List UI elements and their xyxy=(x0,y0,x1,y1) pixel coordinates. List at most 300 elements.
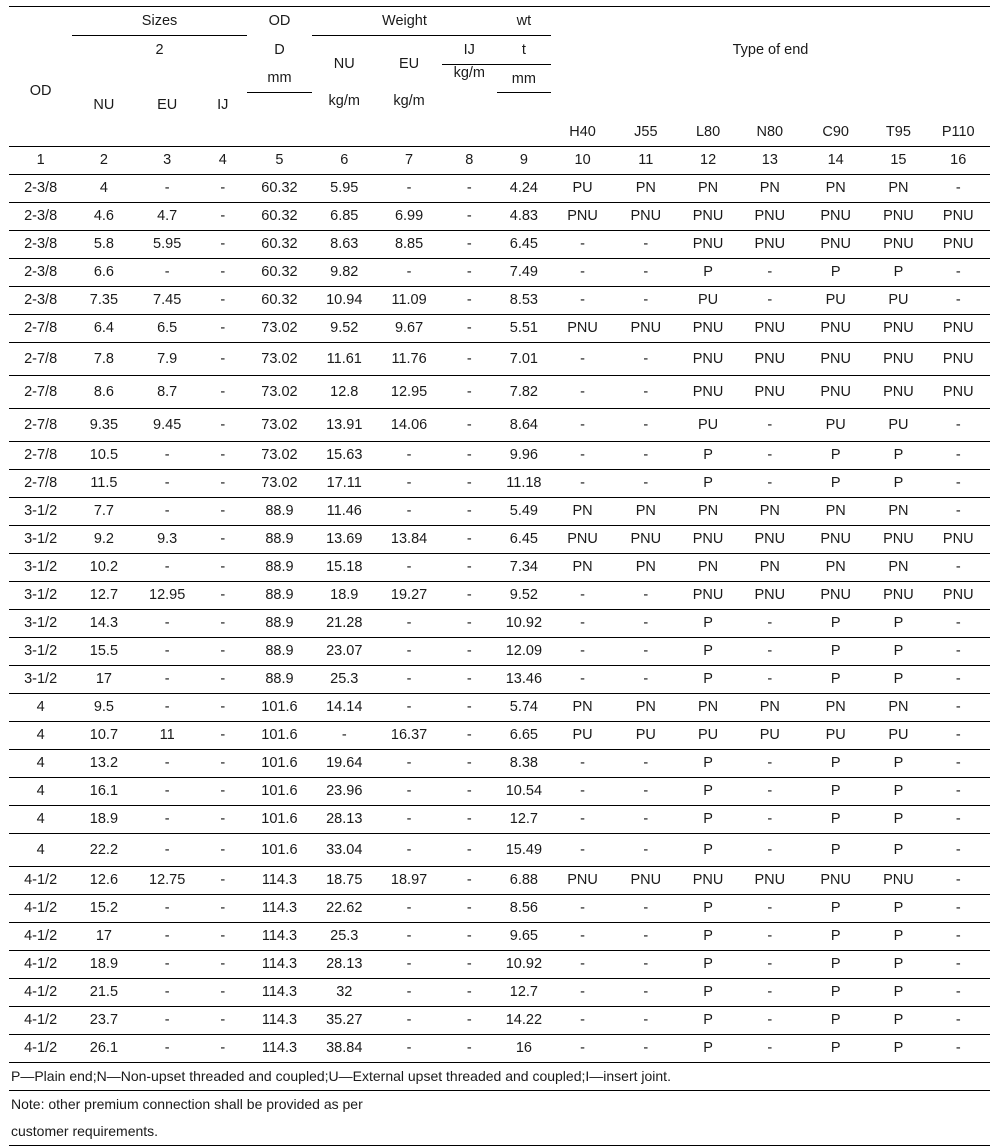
table-row xyxy=(9,894,990,922)
table-cell: - xyxy=(199,408,247,441)
table-cell: - xyxy=(739,805,801,833)
table-cell: - xyxy=(926,665,990,693)
table-cell: 114.3 xyxy=(247,894,312,922)
table-cell: 18.9 xyxy=(72,950,135,978)
table-cell: P xyxy=(870,665,926,693)
table-cell: 16.37 xyxy=(376,721,441,749)
grade-l80: L80 xyxy=(677,119,738,147)
table-row xyxy=(9,174,990,202)
table-cell: 23.7 xyxy=(72,1006,135,1034)
table-cell: 2-7/8 xyxy=(9,408,72,441)
table-cell: 18.75 xyxy=(312,866,376,894)
table-cell: - xyxy=(136,978,199,1006)
col-number: 4 xyxy=(199,146,247,174)
table-cell: - xyxy=(926,978,990,1006)
table-cell: P xyxy=(870,1034,926,1062)
table-cell: - xyxy=(551,342,614,375)
table-cell: 6.45 xyxy=(497,230,551,258)
table-cell: P xyxy=(801,922,870,950)
grade-j55: J55 xyxy=(614,119,677,147)
table-cell: P xyxy=(801,441,870,469)
table-cell: - xyxy=(739,637,801,665)
table-cell: PNU xyxy=(551,866,614,894)
table-cell: P xyxy=(677,469,738,497)
table-cell: P xyxy=(870,777,926,805)
table-cell: 88.9 xyxy=(247,665,312,693)
table-cell: 6.85 xyxy=(312,202,376,230)
table-cell: PU xyxy=(870,721,926,749)
header-eu-unit: kg/m xyxy=(376,93,441,147)
table-cell: 4 xyxy=(9,777,72,805)
table-cell: 10.94 xyxy=(312,286,376,314)
table-cell: - xyxy=(926,258,990,286)
table-cell: - xyxy=(442,1006,497,1034)
col-number: 15 xyxy=(870,146,926,174)
table-cell: - xyxy=(136,950,199,978)
table-cell: 10.92 xyxy=(497,950,551,978)
table-body xyxy=(9,146,990,1062)
table-cell: - xyxy=(551,408,614,441)
table-cell: PNU xyxy=(801,202,870,230)
header-sizes-2: 2 xyxy=(155,42,164,59)
table-cell: PNU xyxy=(801,314,870,342)
table-cell: P xyxy=(677,609,738,637)
table-cell: 6.65 xyxy=(497,721,551,749)
table-cell: - xyxy=(926,408,990,441)
table-cell: 21.28 xyxy=(312,609,376,637)
grade-c90: C90 xyxy=(801,119,870,147)
table-cell: - xyxy=(199,1034,247,1062)
col-number: 3 xyxy=(136,146,199,174)
table-cell: 114.3 xyxy=(247,978,312,1006)
table-cell: PNU xyxy=(677,314,738,342)
table-cell: - xyxy=(199,665,247,693)
table-cell: 2-3/8 xyxy=(9,174,72,202)
table-cell: - xyxy=(199,314,247,342)
table-cell: - xyxy=(376,922,441,950)
table-cell: 15.2 xyxy=(72,894,135,922)
table-cell: - xyxy=(376,693,441,721)
table-cell: PNU xyxy=(801,866,870,894)
table-cell: PNU xyxy=(677,866,738,894)
table-cell: 5.8 xyxy=(72,230,135,258)
table-cell: P xyxy=(870,922,926,950)
table-cell: 2-7/8 xyxy=(9,342,72,375)
table-cell: 4 xyxy=(9,721,72,749)
table-cell: - xyxy=(199,258,247,286)
table-cell: - xyxy=(926,950,990,978)
table-cell: - xyxy=(614,342,677,375)
table-cell: 8.64 xyxy=(497,408,551,441)
table-cell: - xyxy=(442,441,497,469)
table-cell: 7.82 xyxy=(497,375,551,408)
table-cell: PNU xyxy=(870,342,926,375)
table-cell: P xyxy=(801,777,870,805)
table-cell: PN xyxy=(551,553,614,581)
table-cell: 4-1/2 xyxy=(9,978,72,1006)
table-cell: 7.35 xyxy=(72,286,135,314)
table-cell: 38.84 xyxy=(312,1034,376,1062)
table-cell: PN xyxy=(677,174,738,202)
table-cell: - xyxy=(376,497,441,525)
table-cell: - xyxy=(199,441,247,469)
table-row xyxy=(9,441,990,469)
table-cell: - xyxy=(199,749,247,777)
table-cell: 60.32 xyxy=(247,258,312,286)
table-cell: PN xyxy=(870,553,926,581)
table-cell: P xyxy=(801,609,870,637)
table-cell: PN xyxy=(677,497,738,525)
table-cell: P xyxy=(870,749,926,777)
table-cell: - xyxy=(199,286,247,314)
table-cell: 3-1/2 xyxy=(9,581,72,609)
table-row xyxy=(9,922,990,950)
table-cell: 22.2 xyxy=(72,833,135,866)
col-number: 1 xyxy=(9,146,72,174)
table-row xyxy=(9,950,990,978)
table-cell: 73.02 xyxy=(247,408,312,441)
table-cell: - xyxy=(442,833,497,866)
table-cell: - xyxy=(376,553,441,581)
table-cell: 73.02 xyxy=(247,441,312,469)
grade-n80: N80 xyxy=(739,119,801,147)
table-cell: - xyxy=(926,777,990,805)
table-cell: - xyxy=(442,609,497,637)
table-cell: PNU xyxy=(801,230,870,258)
table-cell: - xyxy=(614,469,677,497)
header-od: OD xyxy=(9,36,72,147)
table-cell: 8.6 xyxy=(72,375,135,408)
table-cell: - xyxy=(442,749,497,777)
table-cell: 6.4 xyxy=(72,314,135,342)
table-cell: - xyxy=(739,894,801,922)
table-row xyxy=(9,408,990,441)
table-cell: - xyxy=(614,950,677,978)
table-cell: - xyxy=(199,342,247,375)
table-cell: - xyxy=(614,441,677,469)
table-cell: - xyxy=(136,441,199,469)
table-cell: 6.88 xyxy=(497,866,551,894)
table-cell: - xyxy=(376,609,441,637)
table-cell: 22.62 xyxy=(312,894,376,922)
table-cell: - xyxy=(926,609,990,637)
table-cell: PNU xyxy=(870,375,926,408)
table-cell: PNU xyxy=(551,202,614,230)
table-cell: P xyxy=(677,922,738,950)
table-cell: 6.99 xyxy=(376,202,441,230)
table-cell: 6.45 xyxy=(497,525,551,553)
table-cell: 3-1/2 xyxy=(9,497,72,525)
table-cell: 5.51 xyxy=(497,314,551,342)
table-cell: 4 xyxy=(9,833,72,866)
note-line-1: Note: other premium connection shall be provided as per xyxy=(11,1096,363,1112)
table-cell: PN xyxy=(614,553,677,581)
table-cell: 8.56 xyxy=(497,894,551,922)
table-cell: - xyxy=(926,866,990,894)
table-cell: - xyxy=(376,950,441,978)
table-cell: - xyxy=(551,441,614,469)
table-cell: P xyxy=(801,749,870,777)
table-cell: 7.01 xyxy=(497,342,551,375)
table-cell: PN xyxy=(614,693,677,721)
table-cell: - xyxy=(136,665,199,693)
table-row xyxy=(9,866,990,894)
table-row xyxy=(9,525,990,553)
table-cell: PN xyxy=(870,497,926,525)
table-cell: PNU xyxy=(739,866,801,894)
col-number: 12 xyxy=(677,146,738,174)
table-cell: PN xyxy=(870,174,926,202)
table-cell: 3-1/2 xyxy=(9,637,72,665)
table-cell: - xyxy=(442,777,497,805)
table-cell: - xyxy=(926,553,990,581)
table-cell: P xyxy=(870,609,926,637)
table-cell: 4 xyxy=(9,805,72,833)
table-cell: 101.6 xyxy=(247,749,312,777)
table-cell: 3-1/2 xyxy=(9,525,72,553)
table-row xyxy=(9,553,990,581)
table-cell: - xyxy=(199,469,247,497)
table-cell: 18.9 xyxy=(312,581,376,609)
table-cell: P xyxy=(870,805,926,833)
table-cell: - xyxy=(739,1006,801,1034)
col-number: 2 xyxy=(72,146,135,174)
legend-text: P—Plain end;N—Non-upset threaded and coupled;U—External upset threaded and coupled;I—insert joint. xyxy=(9,1062,990,1090)
table-row xyxy=(9,497,990,525)
table-cell: - xyxy=(136,693,199,721)
table-cell: 7.9 xyxy=(136,342,199,375)
table-cell: P xyxy=(677,637,738,665)
table-cell: 88.9 xyxy=(247,637,312,665)
table-cell: - xyxy=(199,230,247,258)
table-cell: 9.52 xyxy=(312,314,376,342)
table-cell: 11.18 xyxy=(497,469,551,497)
table-cell: - xyxy=(442,1034,497,1062)
table-cell: 14.14 xyxy=(312,693,376,721)
table-cell: - xyxy=(199,609,247,637)
table-cell: - xyxy=(442,978,497,1006)
table-cell: - xyxy=(136,469,199,497)
table-cell: 13.84 xyxy=(376,525,441,553)
table-cell: PN xyxy=(801,693,870,721)
table-cell: 25.3 xyxy=(312,922,376,950)
table-cell: P xyxy=(677,1006,738,1034)
table-cell: - xyxy=(551,375,614,408)
table-cell: - xyxy=(199,174,247,202)
table-cell: 9.35 xyxy=(72,408,135,441)
table-cell: - xyxy=(739,978,801,1006)
table-cell: P xyxy=(870,637,926,665)
table-cell: PNU xyxy=(870,581,926,609)
table-cell: - xyxy=(442,637,497,665)
table-cell: P xyxy=(801,258,870,286)
table-cell: P xyxy=(801,1006,870,1034)
table-cell: PN xyxy=(801,553,870,581)
table-cell: 28.13 xyxy=(312,950,376,978)
table-cell: 6.6 xyxy=(72,258,135,286)
table-cell: - xyxy=(442,408,497,441)
table-cell: - xyxy=(442,894,497,922)
table-cell: 14.06 xyxy=(376,408,441,441)
table-cell: - xyxy=(376,441,441,469)
table-cell: 17 xyxy=(72,665,135,693)
table-cell: 11.76 xyxy=(376,342,441,375)
table-cell: - xyxy=(442,581,497,609)
table-cell: 8.7 xyxy=(136,375,199,408)
table-cell: 12.95 xyxy=(376,375,441,408)
table-row xyxy=(9,202,990,230)
table-row xyxy=(9,375,990,408)
table-cell: 5.49 xyxy=(497,497,551,525)
table-cell: 15.63 xyxy=(312,441,376,469)
table-cell: - xyxy=(136,833,199,866)
table-cell: 10.5 xyxy=(72,441,135,469)
tubing-spec-table xyxy=(9,6,990,1146)
table-row xyxy=(9,665,990,693)
table-cell: - xyxy=(551,665,614,693)
table-cell: 114.3 xyxy=(247,950,312,978)
table-cell: 88.9 xyxy=(247,581,312,609)
table-row xyxy=(9,637,990,665)
table-cell: 101.6 xyxy=(247,805,312,833)
table-cell: 114.3 xyxy=(247,1006,312,1034)
table-cell: - xyxy=(614,286,677,314)
table-cell: 35.27 xyxy=(312,1006,376,1034)
table-cell: - xyxy=(376,174,441,202)
table-cell: 4.24 xyxy=(497,174,551,202)
grade-p110: P110 xyxy=(926,119,990,147)
table-cell: - xyxy=(442,693,497,721)
table-cell: PNU xyxy=(739,342,801,375)
table-cell: PU xyxy=(677,721,738,749)
table-cell: - xyxy=(136,805,199,833)
table-cell: PNU xyxy=(739,525,801,553)
table-cell: 60.32 xyxy=(247,174,312,202)
table-row xyxy=(9,978,990,1006)
table-cell: - xyxy=(614,777,677,805)
table-row xyxy=(9,749,990,777)
table-cell: 101.6 xyxy=(247,693,312,721)
table-cell: PU xyxy=(551,174,614,202)
table-cell: PNU xyxy=(926,375,990,408)
header-ij-unit: kg/m xyxy=(453,65,485,81)
table-cell: - xyxy=(442,721,497,749)
table-cell: PNU xyxy=(739,375,801,408)
table-footer xyxy=(9,1062,990,1145)
table-row xyxy=(9,342,990,375)
table-cell: - xyxy=(199,693,247,721)
table-cell: 4 xyxy=(72,174,135,202)
table-cell: - xyxy=(199,950,247,978)
table-cell: - xyxy=(376,1006,441,1034)
table-cell: 7.7 xyxy=(72,497,135,525)
table-cell: 18.97 xyxy=(376,866,441,894)
table-cell: P xyxy=(801,637,870,665)
table-cell: - xyxy=(739,408,801,441)
table-cell: 3-1/2 xyxy=(9,665,72,693)
table-cell: - xyxy=(199,922,247,950)
table-row xyxy=(9,805,990,833)
header-nu-unit: kg/m xyxy=(312,93,376,147)
table-cell: - xyxy=(551,833,614,866)
table-cell: P xyxy=(677,950,738,978)
table-cell: 5.74 xyxy=(497,693,551,721)
table-cell: P xyxy=(870,894,926,922)
table-cell: PNU xyxy=(739,230,801,258)
table-cell: 8.38 xyxy=(497,749,551,777)
table-cell: 2-7/8 xyxy=(9,314,72,342)
table-cell: PNU xyxy=(801,342,870,375)
table-cell: 9.96 xyxy=(497,441,551,469)
table-cell: - xyxy=(739,441,801,469)
table-row xyxy=(9,314,990,342)
table-cell: - xyxy=(926,174,990,202)
table-cell: - xyxy=(739,258,801,286)
table-cell: PNU xyxy=(677,342,738,375)
table-cell: P xyxy=(801,665,870,693)
table-cell: P xyxy=(677,805,738,833)
col-number: 13 xyxy=(739,146,801,174)
table-cell: - xyxy=(376,469,441,497)
table-cell: PNU xyxy=(739,202,801,230)
table-row xyxy=(9,609,990,637)
table-cell: - xyxy=(136,174,199,202)
table-cell: - xyxy=(136,497,199,525)
table-cell: - xyxy=(614,581,677,609)
grade-t95: T95 xyxy=(870,119,926,147)
table-cell: 7.49 xyxy=(497,258,551,286)
table-cell: 9.2 xyxy=(72,525,135,553)
table-cell: 3-1/2 xyxy=(9,553,72,581)
table-cell: - xyxy=(136,922,199,950)
table-cell: - xyxy=(442,174,497,202)
table-cell: P xyxy=(870,1006,926,1034)
table-cell: - xyxy=(442,375,497,408)
header-weight-nu: NU xyxy=(333,56,355,73)
header-type-of-end: Type of end xyxy=(551,7,990,93)
table-cell: 5.95 xyxy=(312,174,376,202)
table-cell: - xyxy=(614,637,677,665)
table-row xyxy=(9,693,990,721)
header-t-unit: mm xyxy=(497,65,551,93)
table-cell: - xyxy=(551,469,614,497)
table-row xyxy=(9,833,990,866)
table-cell: 10.54 xyxy=(497,777,551,805)
table-cell: PN xyxy=(801,497,870,525)
table-cell: - xyxy=(926,637,990,665)
table-cell: - xyxy=(199,721,247,749)
table-row xyxy=(9,581,990,609)
table-cell: 19.64 xyxy=(312,749,376,777)
table-cell: 4-1/2 xyxy=(9,950,72,978)
table-cell: 10.2 xyxy=(72,553,135,581)
table-cell: - xyxy=(442,665,497,693)
table-cell: - xyxy=(442,230,497,258)
table-cell: - xyxy=(551,230,614,258)
table-cell: 17.11 xyxy=(312,469,376,497)
header-wt: wt xyxy=(497,7,551,36)
table-cell: 11.09 xyxy=(376,286,441,314)
table-cell: - xyxy=(926,922,990,950)
table-cell: PNU xyxy=(677,525,738,553)
table-cell: 21.5 xyxy=(72,978,135,1006)
table-cell: - xyxy=(199,375,247,408)
table-cell: 15.49 xyxy=(497,833,551,866)
table-cell: 2-7/8 xyxy=(9,469,72,497)
table-cell: - xyxy=(926,469,990,497)
table-cell: 4-1/2 xyxy=(9,1006,72,1034)
table-cell: PN xyxy=(801,174,870,202)
